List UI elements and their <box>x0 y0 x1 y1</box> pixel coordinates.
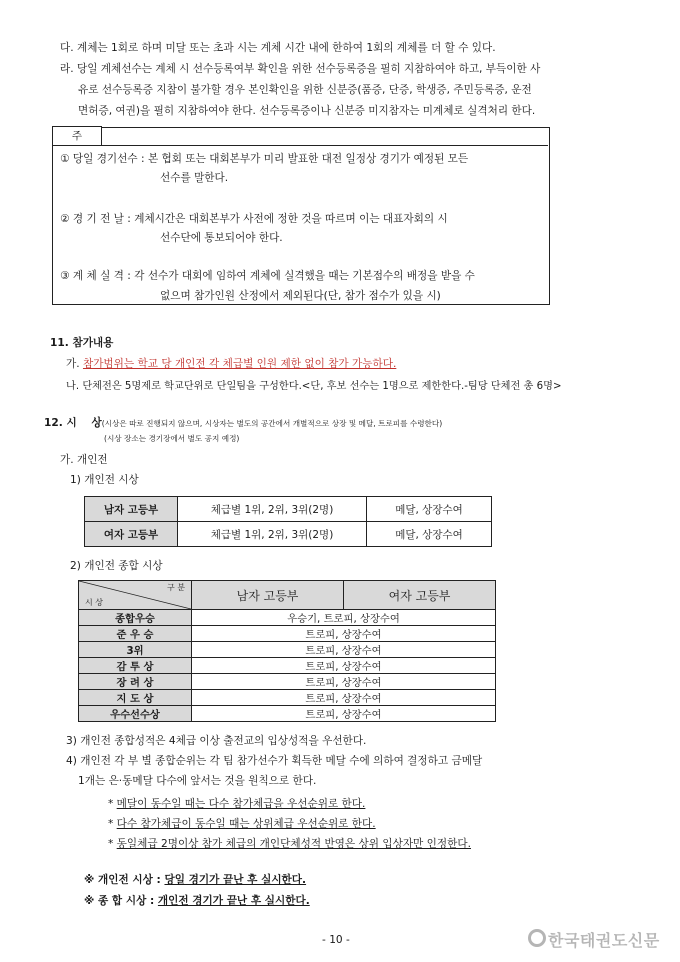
sec12-sub4-line1: 4) 개인전 각 부 별 종합순위는 각 팀 참가선수가 획득한 메달 수에 의하여 결정하고 금메달 <box>66 755 483 767</box>
table-row: 준 우 승 트로피, 상장수여 <box>79 626 496 642</box>
table-row <box>85 522 492 547</box>
para-ra-line1: 라. 당일 계체선수는 계체 시 선수등록여부 확인을 위한 선수등록증을 필히 지참하여야 하고, 부득이한 사 <box>60 63 541 75</box>
final-note-individual: ※ 개인전 시상 : 당일 경기가 끝난 후 실시한다. <box>84 874 307 886</box>
corner-header: 구 분 시 상 <box>79 581 192 610</box>
note-item2-cont: 선수단에 통보되어야 한다. <box>160 232 283 244</box>
bullet-2: * 다수 참가체급이 동수일 때는 상위체급 우선순위로 한다. <box>108 818 376 830</box>
prize-cell: 체급별 1위, 2위, 3위(2명) <box>178 522 367 547</box>
bullet-3: * 동일체급 2명이상 참가 체급의 개인단체성적 반영은 상위 입상자만 인정한다. <box>108 838 471 850</box>
table-row <box>85 497 492 522</box>
para-da: 다. 계체는 1회로 하며 미달 또는 초과 시는 계체 시간 내에 한하여 1회의 계체를 더 할 수 있다. <box>60 42 496 54</box>
prize-cell: 체급별 1위, 2위, 3위(2명) <box>178 497 367 522</box>
sec12-sub2: 2) 개인전 종합 시상 <box>70 560 163 572</box>
note-item1: ① 당일 경기선수 : 본 협회 또는 대회본부가 미리 발표한 대전 일정상 경기가 예정된 모든 <box>60 153 469 165</box>
note-item2: ② 경 기 전 날 : 계체시간은 대회본부가 사전에 정한 것을 따르며 이는 대표자회의 시 <box>60 213 448 225</box>
table-row: 지 도 상 트로피, 상장수여 <box>79 690 496 706</box>
table-row: 감 투 상 트로피, 상장수여 <box>79 658 496 674</box>
sec12-note2: (시상 장소는 경기장에서 별도 공지 예정) <box>104 434 240 443</box>
award-cell: 메달, 상장수여 <box>367 522 492 547</box>
para-ra-line2: 유로 선수등록증 지참이 불가할 경우 본인확인을 위한 신분증(품증, 단증, 학생증, 주민등록증, 운전 <box>78 84 532 96</box>
sec12-sub1: 1) 개인전 시상 <box>70 474 139 486</box>
watermark-logo-icon <box>528 929 546 947</box>
bullet-1: * 메달이 동수일 때는 다수 참가체급을 우선순위로 한다. <box>108 798 366 810</box>
sec12-sub3: 3) 개인전 종합성적은 4체급 이상 출전교의 입상성적을 우선한다. <box>66 735 367 747</box>
watermark: 한국태권도신문 <box>548 931 660 950</box>
overall-award-table <box>78 580 496 722</box>
note-item3: ③ 계 체 실 격 : 각 선수가 대회에 임하여 계체에 실격했을 때는 기본점수의 배정을 받을 수 <box>60 270 475 282</box>
col-header-female: 여자 고등부 <box>344 581 496 610</box>
sec11-ga: 가. 참가범위는 학교 당 개인전 각 체급별 인원 제한 없이 참가 가능하다. <box>66 358 397 370</box>
table-header-row <box>79 581 496 610</box>
sec12-title: 12. 시 상(시상은 따로 진행되지 않으며, 시상자는 별도의 공간에서 개별적으로 상장 및 메달, 트로피를 수령한다) <box>44 417 443 429</box>
division-cell: 남자 고등부 <box>85 497 178 522</box>
note-item3-cont: 없으며 참가인원 산정에서 제외된다(단, 참가 점수가 있을 시) <box>160 290 441 302</box>
sec11-title: 11. 참가내용 <box>50 337 114 349</box>
sec12-ga: 가. 개인전 <box>60 454 108 466</box>
page-number: - 10 - <box>322 934 350 946</box>
final-note-overall: ※ 종 합 시상 : 개인전 경기가 끝난 후 실시한다. <box>84 895 310 907</box>
individual-award-table <box>84 496 492 547</box>
division-cell: 여자 고등부 <box>85 522 178 547</box>
col-header-male: 남자 고등부 <box>192 581 344 610</box>
note-divider <box>52 145 548 146</box>
table-row: 장 려 상 트로피, 상장수여 <box>79 674 496 690</box>
para-ra-line3: 면허증, 여권)을 필히 지참하여야 한다. 선수등록증이나 신분증 미지참자는 미계체로 실격처리 한다. <box>78 105 536 117</box>
note-item1-cont: 선수를 말한다. <box>160 172 229 184</box>
sec12-sub4-line2: 1개는 은·동메달 다수에 앞서는 것을 원칙으로 한다. <box>78 775 317 787</box>
note-tab: 주 <box>52 126 102 146</box>
table-row: 3위 트로피, 상장수여 <box>79 642 496 658</box>
table-row: 우수선수상 트로피, 상장수여 <box>79 706 496 722</box>
table-row: 종합우승 우승기, 트로피, 상장수여 <box>79 610 496 626</box>
award-cell: 메달, 상장수여 <box>367 497 492 522</box>
sec11-na: 나. 단체전은 5명제로 학교단위로 단일팀을 구성한다.<단, 후보 선수는 1명으로 제한한다.-팀당 단체전 총 6명> <box>66 381 562 392</box>
